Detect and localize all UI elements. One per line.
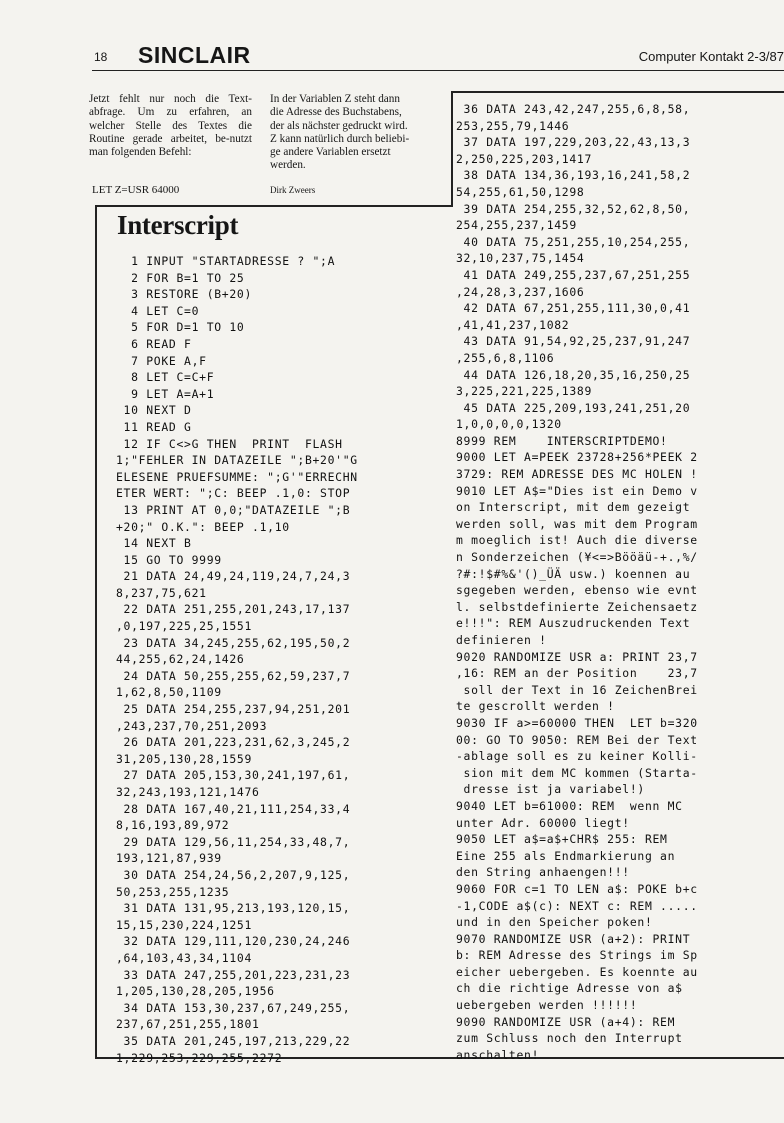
- frame-left: [95, 206, 97, 1059]
- code-line: anschalten!: [456, 1047, 540, 1062]
- code-line: l. selbstdefinierte Zeichensaetz: [456, 599, 698, 614]
- code-line: sgegeben werden, ebenso wie evnt: [456, 583, 698, 598]
- code-line: 9050 LET a$=a$+CHR$ 255: REM: [456, 832, 668, 847]
- code-line: 24 DATA 50,255,255,62,59,237,7: [116, 668, 351, 683]
- code-line: 32 DATA 129,111,120,230,24,246: [116, 934, 351, 949]
- code-line: 193,121,87,939: [116, 851, 222, 866]
- frame-top-left: [95, 205, 453, 207]
- code-line: 9010 LET A$="Dies ist ein Demo v: [456, 483, 698, 498]
- code-line: uebergeben werden !!!!!!: [456, 998, 638, 1013]
- intro-paragraph: Jetzt fehlt nur noch die Text-abfrage. Um zu erfahren, an welcher Stelle des Textes die Routine gerade arbeitet, be-nutzt man folgenden Befehl:: [89, 93, 252, 159]
- intro-line: Z kann natürlich durch beliebi-: [270, 132, 410, 145]
- code-line: 9090 RANDOMIZE USR (a+4): REM: [456, 1014, 676, 1029]
- code-line: 3,225,221,225,1389: [456, 384, 593, 399]
- code-line: ,41,41,237,1082: [456, 317, 570, 332]
- code-line: 9020 RANDOMIZE USR a: PRINT 23,7: [456, 649, 698, 664]
- code-line: definieren !: [456, 633, 547, 647]
- code-line: 41 DATA 249,255,237,67,251,255: [456, 267, 691, 282]
- intro-line: In der Variablen Z steht dann: [270, 93, 400, 105]
- code-line: b: REM Adresse des Strings im Sp: [456, 948, 698, 963]
- code-line: 1;"FEHLER IN DATAZEILE ";B+20'"G: [116, 453, 358, 468]
- code-line: 13 PRINT AT 0,0;"DATAZEILE ";B: [116, 502, 351, 517]
- code-line: 40 DATA 75,251,255,10,254,255,: [456, 234, 691, 249]
- code-line: 27 DATA 205,153,30,241,197,61,: [116, 768, 351, 783]
- code-line: 237,67,251,255,1801: [116, 1017, 260, 1032]
- code-line: 33 DATA 247,255,201,223,231,23: [116, 967, 351, 982]
- code-line: 26 DATA 201,223,231,62,3,245,2: [116, 735, 351, 750]
- code-line: ,255,6,8,1106: [456, 350, 555, 365]
- code-line: 2 FOR B=1 TO 25: [116, 270, 245, 285]
- code-line: 34 DATA 153,30,237,67,249,255,: [116, 1000, 351, 1015]
- code-line: 54,255,61,50,1298: [456, 184, 585, 199]
- code-line: 3729: REM ADRESSE DES MC HOLEN !: [456, 467, 698, 482]
- code-line: Eine 255 als Endmarkierung an: [456, 848, 676, 863]
- code-line: unter Adr. 60000 liegt!: [456, 815, 630, 830]
- code-line: ETER WERT: ";C: BEEP .1,0: STOP: [116, 486, 351, 501]
- header-rule: [92, 70, 784, 71]
- code-line: 39 DATA 254,255,32,52,62,8,50,: [456, 201, 691, 216]
- code-line: 11 READ G: [116, 419, 192, 434]
- code-line: ch die richtige Adresse von a$: [456, 981, 683, 996]
- code-line: 43 DATA 91,54,92,25,237,91,247: [456, 334, 691, 349]
- listing-right-column: [456, 101, 698, 1063]
- code-line: 3 RESTORE (B+20): [116, 287, 253, 302]
- code-line: soll der Text in 16 ZeichenBrei: [456, 682, 698, 697]
- code-line: den String anhaengen!!!: [456, 865, 630, 880]
- code-line: -ablage soll es zu keiner Kolli-: [456, 749, 698, 764]
- code-line: 15 GO TO 9999: [116, 552, 222, 567]
- code-line: 9 LET A=A+1: [116, 386, 215, 401]
- code-line: 9030 IF a>=60000 THEN LET b=320: [456, 715, 698, 730]
- code-line: 23 DATA 34,245,255,62,195,50,2: [116, 635, 351, 650]
- code-line: ?#:!$#%&'()_ÜÄ usw.) koennen au: [456, 566, 691, 581]
- code-line: 36 DATA 243,42,247,255,6,8,58,: [456, 102, 691, 116]
- code-line: zum Schluss noch den Interrupt: [456, 1031, 683, 1046]
- code-line: 8999 REM INTERSCRIPTDEMO!: [456, 433, 668, 448]
- code-line: +20;" O.K.": BEEP .1,10: [116, 519, 290, 534]
- code-line: -1,CODE a$(c): NEXT c: REM .....: [456, 898, 698, 913]
- section-title: SINCLAIR: [138, 42, 251, 68]
- code-line: 9070 RANDOMIZE USR (a+2): PRINT: [456, 931, 691, 946]
- code-line: 31 DATA 131,95,213,193,120,15,: [116, 901, 351, 916]
- code-line: 21 DATA 24,49,24,119,24,7,24,3: [116, 569, 351, 584]
- intro-left-column: [89, 93, 252, 159]
- code-line: 32,243,193,121,1476: [116, 785, 260, 799]
- code-line: 8,237,75,621: [116, 585, 207, 600]
- code-line: 31,205,130,28,1559: [116, 751, 253, 766]
- usr-command: LET Z=USR 64000: [92, 184, 180, 196]
- code-line: 2,250,225,203,1417: [456, 151, 593, 166]
- code-line: 8,16,193,89,972: [116, 818, 230, 833]
- code-line: 9000 LET A=PEEK 23728+256*PEEK 2: [456, 450, 698, 465]
- code-line: 35 DATA 201,245,197,213,229,22: [116, 1033, 351, 1048]
- code-line: werden soll, was mit dem Program: [456, 516, 698, 531]
- code-line: 254,255,237,1459: [456, 218, 577, 233]
- code-line: 6 READ F: [116, 336, 192, 351]
- code-line: ,16: REM an der Position 23,7: [456, 666, 698, 681]
- code-line: 12 IF C<>G THEN PRINT FLASH: [116, 436, 343, 451]
- code-line: 45 DATA 225,209,193,241,251,20: [456, 400, 691, 415]
- code-line: on Interscript, mit dem gezeigt: [456, 500, 691, 515]
- code-line: 44 DATA 126,18,20,35,16,250,25: [456, 367, 691, 382]
- code-line: 1,229,253,229,255,2272: [116, 1050, 283, 1065]
- intro-line: ge andere Variablen ersetzt: [270, 146, 391, 159]
- code-line: ,24,28,3,237,1606: [456, 284, 585, 299]
- code-line: 14 NEXT B: [116, 536, 192, 551]
- frame-step: [451, 92, 453, 207]
- code-line: 00: GO TO 9050: REM Bei der Text: [456, 732, 698, 747]
- intro-right-column: [270, 93, 433, 173]
- code-line: 38 DATA 134,36,193,16,241,58,2: [456, 168, 691, 183]
- code-line: 22 DATA 251,255,201,243,17,137: [116, 602, 351, 617]
- listing-left-column: [116, 253, 358, 1066]
- code-line: 1,205,130,28,205,1956: [116, 984, 275, 999]
- code-line: e!!!": REM Auszudruckenden Text: [456, 616, 691, 631]
- code-line: ,243,237,70,251,2093: [116, 718, 268, 733]
- code-line: 9040 LET b=61000: REM wenn MC: [456, 798, 683, 813]
- code-line: 9060 FOR c=1 TO LEN a$: POKE b+c: [456, 881, 698, 896]
- code-line: 5 FOR D=1 TO 10: [116, 320, 245, 335]
- code-line: sion mit dem MC kommen (Starta-: [456, 765, 698, 780]
- frame-top-right: [451, 91, 784, 93]
- code-line: 50,253,255,1235: [116, 884, 230, 899]
- intro-line: der als nächster gedruckt wird.: [270, 119, 408, 132]
- code-line: eicher uebergeben. Es koennte au: [456, 964, 698, 979]
- code-line: 7 POKE A,F: [116, 353, 207, 368]
- code-line: 25 DATA 254,255,237,94,251,201: [116, 702, 351, 717]
- author-name: Dirk Zweers: [270, 185, 316, 195]
- code-line: n Sonderzeichen (¥<=>Bööäü-+.,%/: [456, 550, 698, 565]
- code-line: 37 DATA 197,229,203,22,43,13,3: [456, 135, 691, 150]
- article-title: Interscript: [117, 210, 239, 240]
- code-line: 253,255,79,1446: [456, 118, 570, 133]
- code-line: 42 DATA 67,251,255,111,30,0,41: [456, 301, 691, 316]
- code-line: ELESENE PRUEFSUMME: ";G'"ERRECHN: [116, 469, 358, 484]
- code-line: te gescrollt werden !: [456, 699, 615, 714]
- intro-line: werden.: [270, 159, 306, 172]
- intro-line: die Adresse des Buchstabens,: [270, 106, 402, 119]
- code-line: 10 NEXT D: [116, 403, 192, 418]
- code-line: 1,0,0,0,0,1320: [456, 417, 562, 432]
- code-line: 8 LET C=C+F: [116, 370, 215, 385]
- code-line: 1,62,8,50,1109: [116, 685, 222, 700]
- code-line: und in den Speicher poken!: [456, 915, 653, 930]
- code-line: 1 INPUT "STARTADRESSE ? ";A: [116, 254, 336, 268]
- code-line: ,0,197,225,25,1551: [116, 619, 253, 634]
- code-line: ,64,103,43,34,1104: [116, 950, 253, 965]
- code-line: 4 LET C=0: [116, 303, 200, 318]
- code-line: dresse ist ja variabel!): [456, 782, 645, 797]
- page-number: 18: [94, 50, 108, 64]
- issue-info: Computer Kontakt 2-3/87: [638, 49, 784, 64]
- code-line: 15,15,230,224,1251: [116, 917, 253, 932]
- code-line: 30 DATA 254,24,56,2,207,9,125,: [116, 867, 351, 882]
- code-line: 32,10,237,75,1454: [456, 251, 585, 266]
- code-line: 29 DATA 129,56,11,254,33,48,7,: [116, 834, 351, 849]
- code-line: 44,255,62,24,1426: [116, 652, 245, 667]
- code-line: m moeglich ist! Auch die diverse: [456, 533, 698, 548]
- code-line: 28 DATA 167,40,21,111,254,33,4: [116, 801, 351, 816]
